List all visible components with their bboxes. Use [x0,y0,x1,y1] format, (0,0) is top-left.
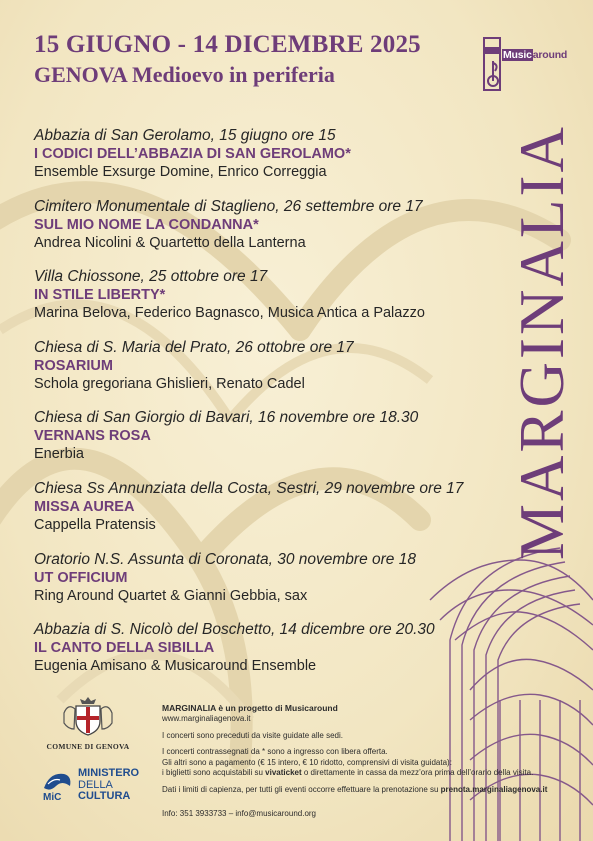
event-title: IL CANTO DELLA SIBILLA [34,640,215,657]
event-title: UT OFFICIUM [34,569,128,586]
event-item [34,127,494,198]
event-list [34,127,494,692]
event-venue-date: Chiesa di S. Maria del Prato, 26 ottobre ore 17 [34,338,354,356]
event-venue-date: Oratorio N.S. Assunta di Coronata, 30 novembre ore 18 [34,550,416,568]
footer-info [162,703,582,820]
project-credit: MARGINALIA è un progetto di Musicaround [162,703,338,713]
event-venue-date: Abbazia di San Gerolamo, 15 giugno ore 15 [34,127,336,144]
comune-di-genova-logo [40,695,136,751]
event-performers: Andrea Nicolini & Quartetto della Lanterna [34,234,306,251]
city-coat-of-arms-icon [60,695,116,737]
mic-label: MiC [43,792,62,802]
event-performers: Ring Around Quartet & Gianni Gebbia, sax [34,587,308,604]
event-title: IN STILE LIBERTY* [34,287,166,304]
ministero-cultura-logo [42,766,162,806]
logo-wordmark: Musicaround [503,49,568,61]
event-venue-date: Cimitero Monumentale di Staglieno, 26 settembre ore 17 [34,197,423,215]
ministero-text: MINISTERO DELLA CULTURA [78,767,140,802]
contact-info: Info: 351 3933733 – info@musicaround.org [162,809,317,818]
event-venue-date: Villa Chiossone, 25 ottobre ore 17 [34,268,268,286]
event-performers: Enerbia [34,446,84,463]
free-entry-note: I concerti contrassegnati da * sono a ingresso con libera offerta. [162,747,388,756]
website-link[interactable]: www.marginaliagenova.it [162,714,251,723]
event-item [34,621,494,692]
event-venue-date: Chiesa di San Giorgio di Bavari, 16 novembre ore 18.30 [34,409,419,427]
musicaround-logo-icon [483,37,503,91]
event-title: SUL MIO NOME LA CONDANNA* [34,216,259,233]
event-title: VERNANS ROSA [34,428,151,445]
musicaround-logo [483,37,583,91]
marginalia-vertical-title: MARGINALIA [507,124,577,560]
event-venue-date: Abbazia di S. Nicolò del Boschetto, 14 dicembre ore 20.30 [34,621,435,639]
booking-note: Dati i limiti di capienza, per tutti gli eventi occorre effettuare la prenotazione su prenota.marginaliagenova.it [162,784,548,794]
header-date-range: 15 GIUGNO - 14 DICEMBRE 2025 [34,31,421,58]
event-item [34,268,494,339]
event-performers: Ensemble Exsurge Domine, Enrico Correggia [34,164,327,180]
booking-link[interactable]: prenota.marginaliagenova.it [440,784,548,794]
event-item [34,480,494,551]
event-title: I CODICI DELL’ABBAZIA DI SAN GEROLAMO* [34,146,351,162]
event-performers: Schola gregoriana Ghislieri, Renato Cadel [34,375,305,392]
guided-visit-note: I concerti sono preceduti da visite guidate alle sedi. [162,730,343,740]
event-item [34,198,494,269]
ministry-badge-icon [42,768,74,802]
event-title: ROSARIUM [34,357,113,374]
comune-label: COMUNE DI GENOVA [46,742,130,751]
event-title: MISSA AUREA [34,498,135,515]
event-performers: Eugenia Amisano & Musicaround Ensemble [34,658,317,675]
event-item [34,339,494,410]
vivaticket-link[interactable]: vivaticket [265,768,302,777]
event-performers: Marina Belova, Federico Bagnasco, Musica Antica a Palazzo [34,305,425,322]
event-venue-date: Chiesa Ss Annunziata della Costa, Sestri, 29 novembre ore 17 [34,479,464,497]
event-item [34,551,494,622]
paid-entry-note: Gli altri sono a pagamento (€ 15 intero, € 10 ridotto, comprensivi di visita guidata): [162,757,452,767]
event-performers: Cappella Pratensis [34,516,156,533]
event-item [34,409,494,480]
header-subtitle: GENOVA Medioevo in periferia [34,62,335,87]
tickets-note: i biglietti sono acquistabili su vivaticket o direttamente in cassa da mezz’ora prima dell’orario della visita. [162,768,534,777]
